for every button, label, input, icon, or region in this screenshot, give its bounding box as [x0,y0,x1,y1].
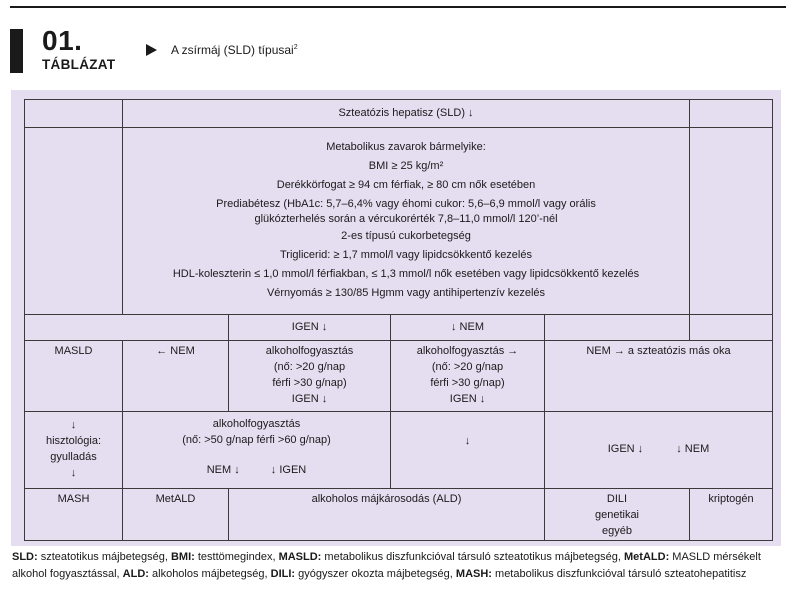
down-arrow-cell: ↓ [391,412,545,489]
criterion-hdl: HDL-koleszterin ≤ 1,0 mmol/l férfiakban, ≤ 1,3 mmol/l nők esetében vagy lipidcsökkentő kezelés [172,268,640,281]
histology-arrow-bottom: ↓ [70,466,77,479]
legend-abbr: BMI: [170,551,195,563]
empty-cell [25,315,229,341]
criterion-bmi: BMI ≥ 25 kg/m² [368,159,444,172]
criterion-waist: Derékkörfogat ≥ 94 cm férfiak, ≥ 80 cm nők esetében [276,178,536,191]
mash-cell: MASH [25,489,123,541]
caption-reference: 2 [293,44,298,51]
caption-arrow-icon [146,44,157,56]
empty-cell [545,315,690,341]
alcohol-low-right-men: férfi >30 g/nap) [430,376,505,389]
criterion-diabetes: 2-es típusú cukorbetegség [341,230,471,243]
sld-classification-table [24,99,773,541]
other-no: ↓ NEM [676,443,710,456]
criterion-prediabetes: Prediabétesz (HbA1c: 5,7–6,4% vagy éhomi cukor: 5,6–6,9 mmol/l vagy orális glükózterhelés során a vércukorérték 7,8–11,0 mmol/l 120’-nél [216,197,596,225]
legend-abbr: SLD: [12,551,38,563]
table-label: TÁBLÁZAT [42,57,116,72]
branch-no: ↓ NEM [391,315,545,341]
empty-cell [690,315,773,341]
legend-text: MASLD mérsékelt alkohol fogyasztással, [12,551,761,580]
legend-text: metabolikus diszfunkcióval társuló szteatotikus májbetegség, [321,551,625,563]
masld-cell: MASLD [25,341,123,412]
alcohol-low-cell [229,341,391,412]
histology-arrow-top: ↓ [70,419,77,432]
legend-text: szteatotikus májbetegség, [37,551,171,563]
alcohol-high-title: alkoholfogyasztás [212,418,301,430]
legend-text: gyógyszer okozta májbetegség, [295,568,456,580]
legend-abbr: MASH: [455,568,492,580]
other-answers-cell [545,412,773,489]
alcohol-high-answers [125,463,388,479]
alcohol-high-yes: ↓ IGEN [270,463,307,476]
empty-cell [690,100,773,128]
abbreviation-legend [12,549,780,583]
criteria-title: Metabolikus zavarok bármelyike: [326,140,486,153]
branch-yes: IGEN ↓ [229,315,391,341]
alcohol-high-no: NEM ↓ [206,463,240,476]
alcohol-low-right-title: alkoholfogyasztás → [416,345,519,357]
other-cause-cell: NEM → a szteatózis más oka [545,341,773,412]
histology-label: hisztológia: [45,435,102,448]
alcohol-high-cell [123,412,391,489]
histology-cell [25,412,123,489]
alcohol-high-limits: (nő: >50 g/nap férfi >60 g/nap) [182,433,331,446]
alcohol-low-men: férfi >30 g/nap) [272,376,347,389]
cryptogenic-cell: kriptogén [690,489,773,541]
other-yes: IGEN ↓ [607,443,644,456]
alcohol-low-right-answer: IGEN ↓ [449,392,486,405]
alcohol-low-right-women: (nő: >20 g/nap [431,360,504,373]
legend-abbr: ALD: [122,568,149,580]
dili-cell [545,489,690,541]
genetic-label: genetikai [594,508,640,521]
criterion-blood-pressure: Vérnyomás ≥ 130/85 Hgmm vagy antihipertenzív kezelés [266,287,546,300]
empty-cell [25,100,123,128]
ald-cell: alkoholos májkárosodás (ALD) [229,489,545,541]
legend-text: testtömegindex, [194,551,279,563]
empty-cell [690,128,773,315]
nem-left: ← NEM [123,341,229,412]
table-number: 01. [42,25,83,56]
alcohol-low-right-cell [391,341,545,412]
dili-label: DILI [606,493,628,505]
legend-abbr: MetALD: [624,551,670,563]
alcohol-low-title: alkoholfogyasztás [265,345,354,357]
criterion-triglyceride: Triglicerid: ≥ 1,7 mmol/l vagy lipidcsökkentő kezelés [279,249,532,262]
sld-head: Szteatózis hepatisz (SLD) ↓ [123,100,690,128]
histology-inflammation: gyulladás [50,451,97,463]
legend-abbr: DILI: [270,568,296,580]
legend-abbr: MASLD: [278,551,322,563]
table-tag-bar [10,29,23,73]
legend-text: alkoholos májbetegség, [148,568,271,580]
legend-text: metabolikus diszfunkcióval társuló szteatohepatitisz [491,568,747,580]
alcohol-low-women: (nő: >20 g/nap [273,360,346,373]
empty-cell [25,128,123,315]
metald-cell: MetALD [123,489,229,541]
table-caption [171,43,298,57]
alcohol-low-answer: IGEN ↓ [291,392,328,405]
top-rule [10,6,786,8]
other-label: egyéb [602,524,632,537]
metabolic-criteria [123,128,690,315]
caption-text: A zsírmáj (SLD) típusai [171,43,294,57]
